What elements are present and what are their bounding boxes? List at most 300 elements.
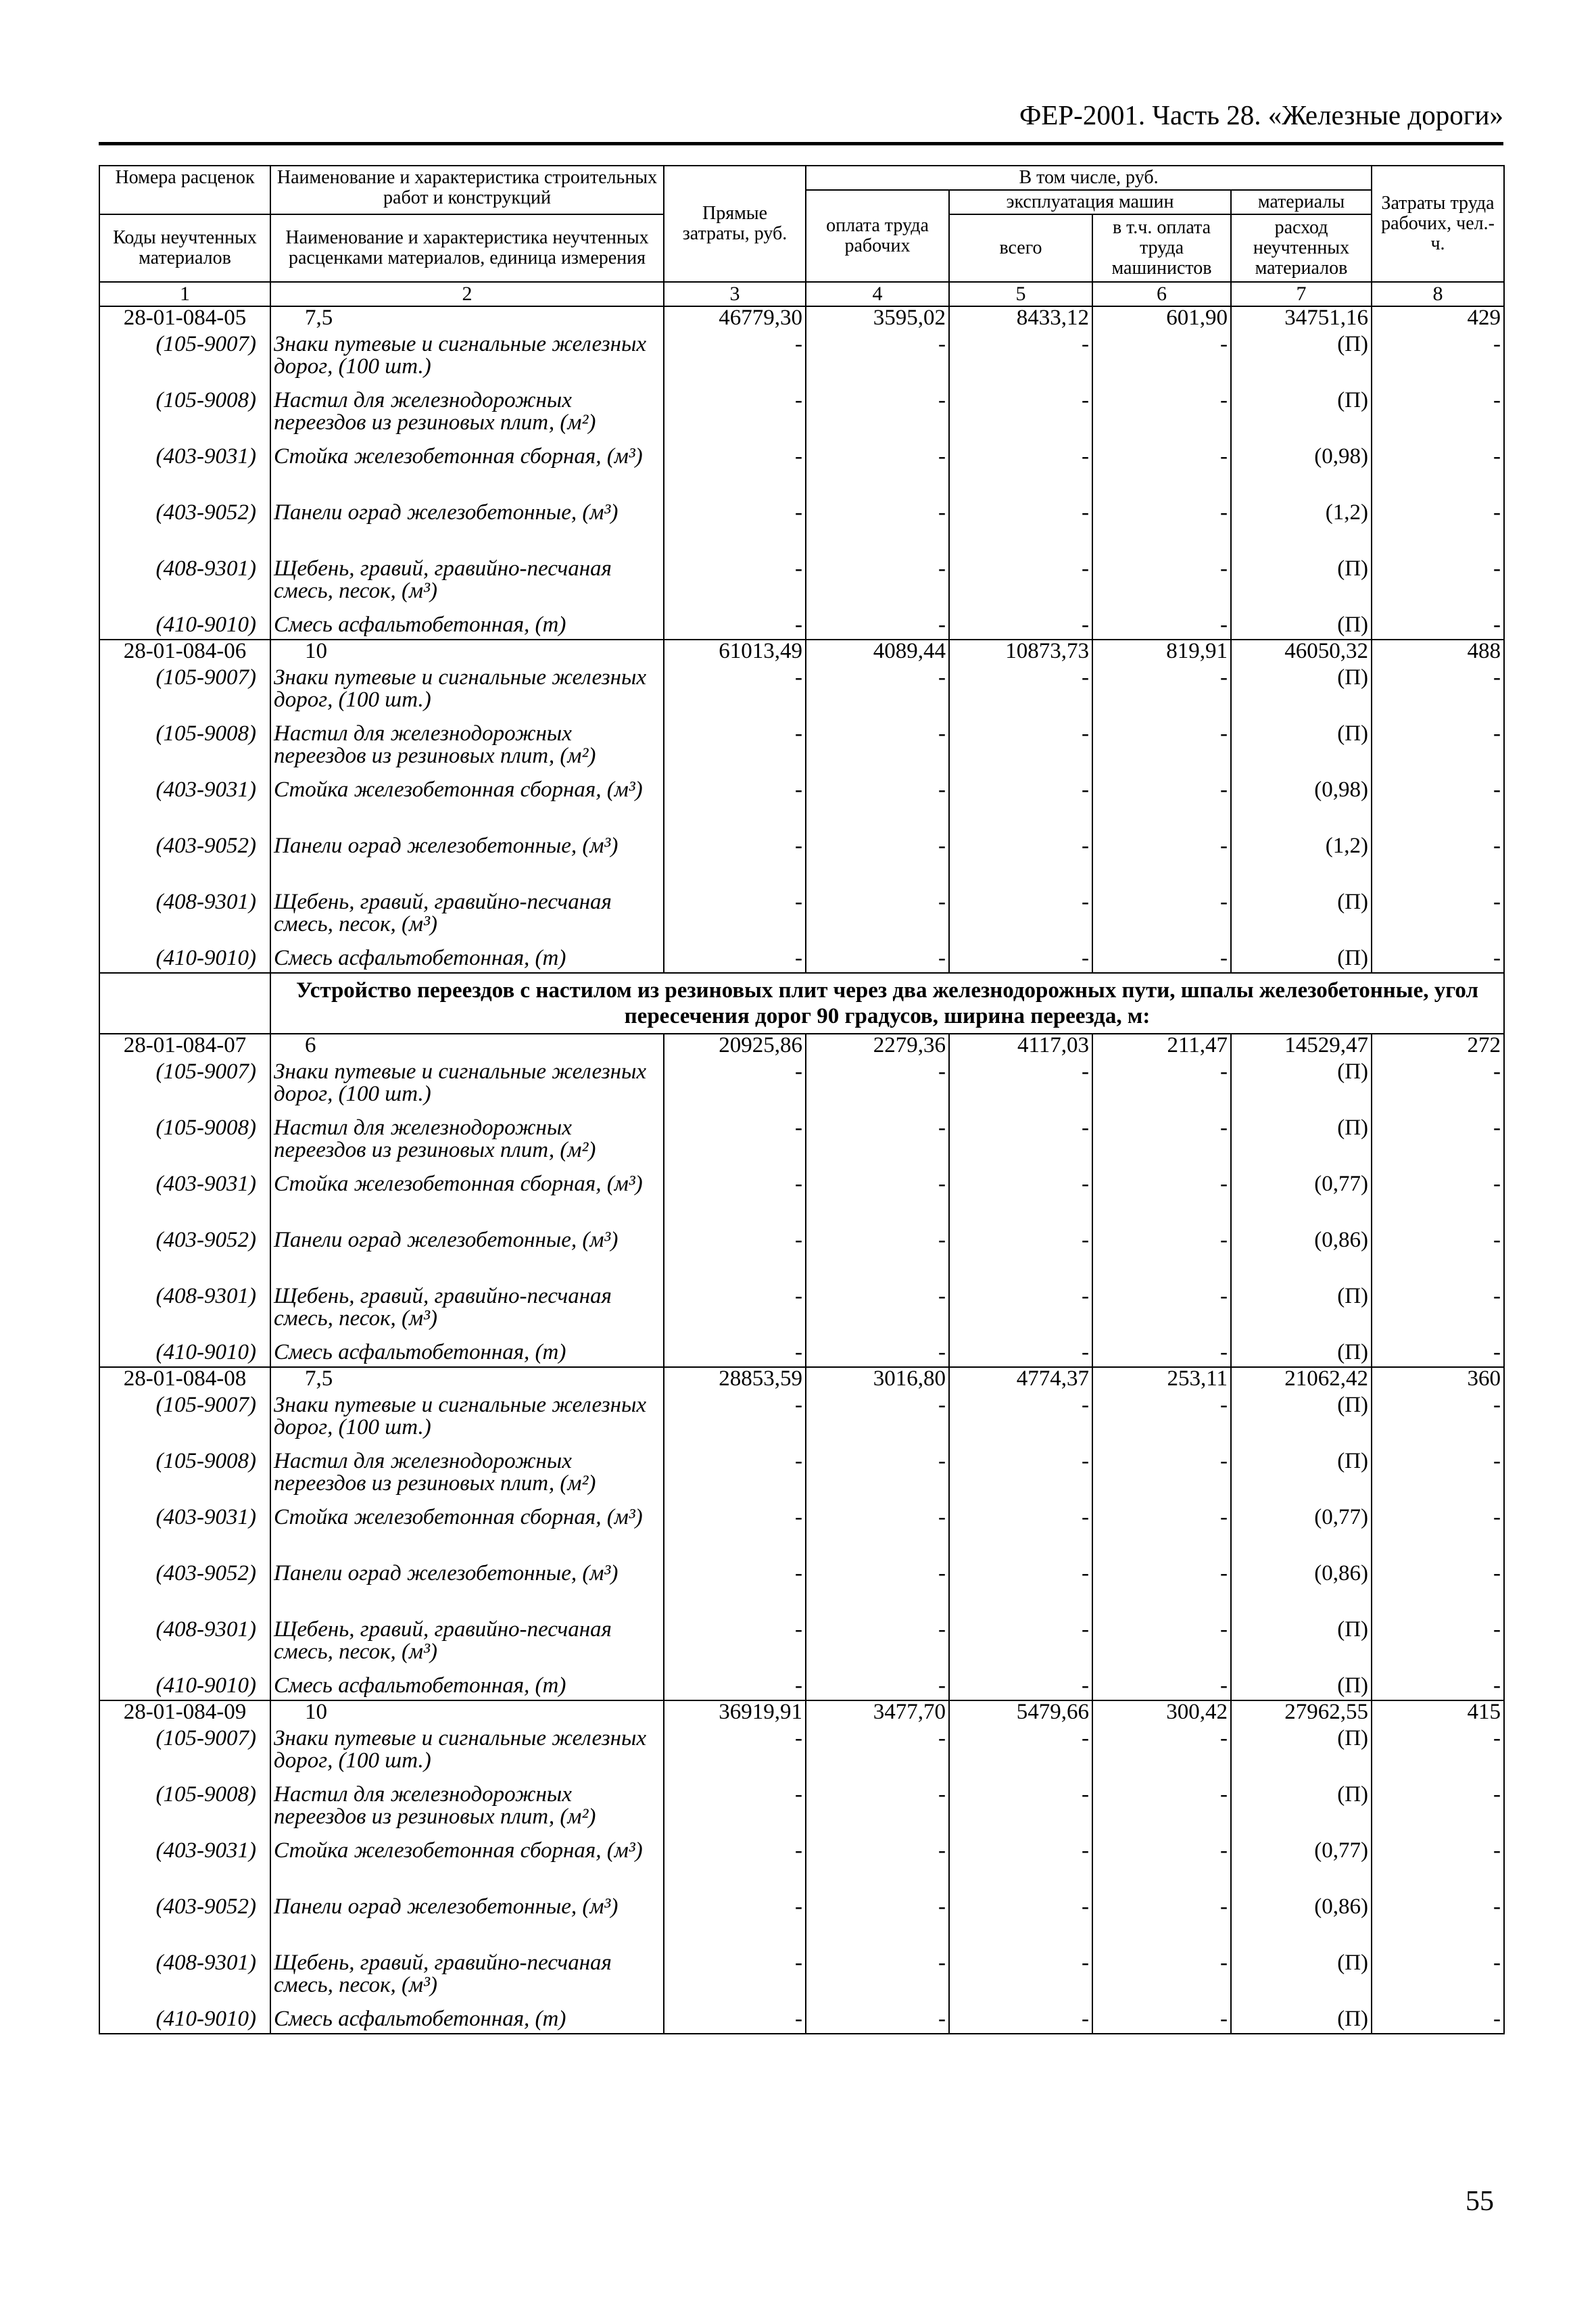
dash-cell: -: [1372, 502, 1504, 558]
material-consumption: (0,98): [1231, 779, 1372, 835]
material-consumption: (П): [1231, 1285, 1372, 1341]
dash-cell: -: [949, 1506, 1092, 1562]
dash-cell: -: [949, 1394, 1092, 1450]
material-name: Знаки путевые и сигнальные железных дорог, (100 шт.): [270, 1727, 664, 1784]
page-number: 55: [1466, 2186, 1494, 2217]
material-consumption: (0,98): [1231, 446, 1372, 502]
material-row: [99, 1394, 1504, 1450]
header-rate-no: Номера расценок: [99, 166, 270, 214]
rate-name: 10: [270, 1700, 664, 1727]
material-consumption: (П): [1231, 667, 1372, 723]
material-row: [99, 1506, 1504, 1562]
direct-costs: 20925,86: [664, 1034, 806, 1061]
dash-cell: -: [949, 667, 1092, 723]
material-name: Щебень, гравий, гравийно-песчаная смесь, песок, (м³): [270, 558, 664, 614]
dash-cell: -: [1092, 1173, 1231, 1229]
dash-cell: -: [1092, 835, 1231, 891]
material-code: (403-9031): [99, 1840, 270, 1896]
material-consumption: (П): [1231, 1784, 1372, 1840]
dash-cell: -: [1092, 1285, 1231, 1341]
dash-cell: -: [664, 1727, 806, 1784]
dash-cell: -: [949, 1952, 1092, 2008]
material-row: [99, 446, 1504, 502]
dash-cell: -: [806, 1341, 949, 1367]
dash-cell: -: [806, 614, 949, 640]
material-consumption: (П): [1231, 1061, 1372, 1117]
header-rule: [99, 142, 1503, 145]
material-code: (105-9008): [99, 389, 270, 446]
materials-cost: 46050,32: [1231, 640, 1372, 667]
material-consumption: (П): [1231, 1952, 1372, 2008]
material-name: Щебень, гравий, гравийно-песчаная смесь, песок, (м³): [270, 1952, 664, 2008]
material-consumption: (0,77): [1231, 1506, 1372, 1562]
labor-hours: 272: [1372, 1034, 1504, 1061]
dash-cell: -: [664, 446, 806, 502]
material-code: (408-9301): [99, 1285, 270, 1341]
dash-cell: -: [664, 835, 806, 891]
dash-cell: -: [1372, 446, 1504, 502]
dash-cell: -: [664, 947, 806, 973]
rate-name: 7,5: [270, 306, 664, 333]
dash-cell: -: [806, 1562, 949, 1619]
dash-cell: -: [1372, 779, 1504, 835]
rate-row: [99, 640, 1504, 667]
machine-total: 4774,37: [949, 1367, 1092, 1394]
dash-cell: -: [806, 947, 949, 973]
material-code: (403-9052): [99, 502, 270, 558]
materials-cost: 27962,55: [1231, 1700, 1372, 1727]
dash-cell: -: [949, 614, 1092, 640]
dash-cell: -: [806, 667, 949, 723]
dash-cell: -: [949, 1285, 1092, 1341]
material-row: [99, 1173, 1504, 1229]
dash-cell: -: [806, 1506, 949, 1562]
material-name: Стойка железобетонная сборная, (м³): [270, 1506, 664, 1562]
dash-cell: -: [1372, 723, 1504, 779]
material-code: (408-9301): [99, 558, 270, 614]
dash-cell: -: [1372, 614, 1504, 640]
material-row: [99, 1341, 1504, 1367]
material-name: Панели оград железобетонные, (м³): [270, 502, 664, 558]
dash-cell: -: [1372, 891, 1504, 947]
material-code: (403-9052): [99, 1229, 270, 1285]
material-name: Стойка железобетонная сборная, (м³): [270, 446, 664, 502]
material-code: (403-9052): [99, 835, 270, 891]
dash-cell: -: [1372, 1285, 1504, 1341]
operator-pay: 211,47: [1092, 1034, 1231, 1061]
direct-costs: 61013,49: [664, 640, 806, 667]
dash-cell: -: [1372, 1450, 1504, 1506]
material-code: (105-9007): [99, 1394, 270, 1450]
dash-cell: -: [1092, 1675, 1231, 1700]
table-body: [99, 306, 1504, 2034]
material-code: (408-9301): [99, 891, 270, 947]
dash-cell: -: [664, 1952, 806, 2008]
rate-code: 28-01-084-05: [99, 306, 270, 333]
dash-cell: -: [949, 1675, 1092, 1700]
dash-cell: -: [1092, 1952, 1231, 2008]
dash-cell: -: [806, 1450, 949, 1506]
material-name: Знаки путевые и сигнальные железных дорог, (100 шт.): [270, 1061, 664, 1117]
table-header: [99, 166, 1504, 306]
material-name: Смесь асфальтобетонная, (т): [270, 614, 664, 640]
dash-cell: -: [1092, 2008, 1231, 2034]
dash-cell: -: [806, 1173, 949, 1229]
dash-cell: -: [806, 446, 949, 502]
dash-cell: -: [806, 1285, 949, 1341]
col-number: 5: [949, 282, 1092, 306]
material-name: Настил для железнодорожных переездов из резиновых плит, (м²): [270, 1784, 664, 1840]
rate-row: [99, 1367, 1504, 1394]
material-consumption: (0,86): [1231, 1229, 1372, 1285]
material-consumption: (П): [1231, 558, 1372, 614]
dash-cell: -: [664, 723, 806, 779]
material-code: (403-9031): [99, 1506, 270, 1562]
operator-pay: 819,91: [1092, 640, 1231, 667]
material-consumption: (П): [1231, 1619, 1372, 1675]
dash-cell: -: [806, 835, 949, 891]
dash-cell: -: [949, 446, 1092, 502]
operator-pay: 601,90: [1092, 306, 1231, 333]
dash-cell: -: [1372, 1173, 1504, 1229]
material-name: Смесь асфальтобетонная, (т): [270, 1341, 664, 1367]
material-name: Панели оград железобетонные, (м³): [270, 1562, 664, 1619]
material-consumption: (П): [1231, 1394, 1372, 1450]
material-code: (105-9008): [99, 1450, 270, 1506]
material-row: [99, 1285, 1504, 1341]
material-row: [99, 1117, 1504, 1173]
dash-cell: -: [1372, 1341, 1504, 1367]
material-consumption: (П): [1231, 891, 1372, 947]
direct-costs: 36919,91: [664, 1700, 806, 1727]
dash-cell: -: [806, 723, 949, 779]
material-code: (410-9010): [99, 1341, 270, 1367]
material-row: [99, 835, 1504, 891]
dash-cell: -: [664, 1840, 806, 1896]
material-consumption: (0,86): [1231, 1562, 1372, 1619]
dash-cell: -: [949, 1450, 1092, 1506]
dash-cell: -: [949, 1173, 1092, 1229]
dash-cell: -: [806, 2008, 949, 2034]
col-number: 2: [270, 282, 664, 306]
rate-code: 28-01-084-09: [99, 1700, 270, 1727]
dash-cell: -: [806, 779, 949, 835]
dash-cell: -: [949, 558, 1092, 614]
dash-cell: -: [806, 1952, 949, 2008]
material-row: [99, 1061, 1504, 1117]
dash-cell: -: [949, 1229, 1092, 1285]
dash-cell: -: [1372, 1675, 1504, 1700]
dash-cell: -: [1092, 1896, 1231, 1952]
material-name: Стойка железобетонная сборная, (м³): [270, 1840, 664, 1896]
labor-hours: 415: [1372, 1700, 1504, 1727]
labor-pay: 3477,70: [806, 1700, 949, 1727]
col-number: 3: [664, 282, 806, 306]
material-row: [99, 723, 1504, 779]
material-code: (408-9301): [99, 1952, 270, 2008]
material-row: [99, 891, 1504, 947]
material-row: [99, 1229, 1504, 1285]
material-row: [99, 1727, 1504, 1784]
dash-cell: -: [1372, 1727, 1504, 1784]
direct-costs: 46779,30: [664, 306, 806, 333]
material-name: Смесь асфальтобетонная, (т): [270, 947, 664, 973]
labor-hours: 429: [1372, 306, 1504, 333]
material-consumption: (П): [1231, 1727, 1372, 1784]
dash-cell: -: [664, 1675, 806, 1700]
material-consumption: (П): [1231, 1341, 1372, 1367]
material-consumption: (П): [1231, 1450, 1372, 1506]
material-consumption: (П): [1231, 333, 1372, 389]
dash-cell: -: [806, 558, 949, 614]
dash-cell: -: [664, 779, 806, 835]
operator-pay: 300,42: [1092, 1700, 1231, 1727]
dash-cell: -: [664, 1619, 806, 1675]
dash-cell: -: [949, 1061, 1092, 1117]
rate-code: 28-01-084-07: [99, 1034, 270, 1061]
dash-cell: -: [806, 1229, 949, 1285]
material-code: (403-9031): [99, 779, 270, 835]
material-row: [99, 1619, 1504, 1675]
labor-pay: 4089,44: [806, 640, 949, 667]
material-row: [99, 1952, 1504, 2008]
material-code: (105-9007): [99, 333, 270, 389]
header-work-name: Наименование и характеристика строительных работ и конструкций: [270, 166, 664, 214]
dash-cell: -: [1372, 389, 1504, 446]
material-row: [99, 614, 1504, 640]
material-name: Знаки путевые и сигнальные железных дорог, (100 шт.): [270, 667, 664, 723]
material-code: (403-9052): [99, 1562, 270, 1619]
col-number: 6: [1092, 282, 1231, 306]
dash-cell: -: [949, 2008, 1092, 2034]
material-row: [99, 2008, 1504, 2034]
dash-cell: -: [664, 1450, 806, 1506]
page-header: ФЕР-2001. Часть 28. «Железные дороги»: [1019, 99, 1503, 130]
material-row: [99, 1450, 1504, 1506]
dash-cell: -: [664, 1117, 806, 1173]
dash-cell: -: [1092, 333, 1231, 389]
dash-cell: -: [1372, 1229, 1504, 1285]
dash-cell: -: [949, 1896, 1092, 1952]
materials-cost: 21062,42: [1231, 1367, 1372, 1394]
material-name: Панели оград железобетонные, (м³): [270, 835, 664, 891]
material-row: [99, 1896, 1504, 1952]
dash-cell: -: [664, 1394, 806, 1450]
material-code: (410-9010): [99, 2008, 270, 2034]
rate-row: [99, 306, 1504, 333]
material-name: Стойка железобетонная сборная, (м³): [270, 779, 664, 835]
material-name: Настил для железнодорожных переездов из резиновых плит, (м²): [270, 723, 664, 779]
header-unaccounted-codes: Коды неучтенных материалов: [99, 214, 270, 282]
labor-hours: 488: [1372, 640, 1504, 667]
dash-cell: -: [806, 1061, 949, 1117]
dash-cell: -: [1092, 1117, 1231, 1173]
material-name: Настил для железнодорожных переездов из резиновых плит, (м²): [270, 389, 664, 446]
material-consumption: (П): [1231, 614, 1372, 640]
dash-cell: -: [664, 614, 806, 640]
rate-row: [99, 1700, 1504, 1727]
dash-cell: -: [806, 333, 949, 389]
material-consumption: (П): [1231, 1675, 1372, 1700]
dash-cell: -: [664, 1341, 806, 1367]
material-code: (408-9301): [99, 1619, 270, 1675]
dash-cell: -: [949, 333, 1092, 389]
dash-cell: -: [949, 779, 1092, 835]
col-number: 8: [1372, 282, 1504, 306]
dash-cell: -: [949, 1562, 1092, 1619]
dash-cell: -: [806, 1675, 949, 1700]
material-name: Смесь асфальтобетонная, (т): [270, 2008, 664, 2034]
material-code: (403-9031): [99, 446, 270, 502]
dash-cell: -: [1372, 1117, 1504, 1173]
dash-cell: -: [1092, 1450, 1231, 1506]
material-consumption: (П): [1231, 389, 1372, 446]
dash-cell: -: [1092, 1341, 1231, 1367]
section-heading: Устройство переездов с настилом из резиновых плит через два железнодорожных пути, шпалы железобетонные, угол пересечения дорог 90 градусов, ширина переезда, м:: [270, 973, 1504, 1034]
rate-name: 7,5: [270, 1367, 664, 1394]
material-code: (410-9010): [99, 614, 270, 640]
operator-pay: 253,11: [1092, 1367, 1231, 1394]
header-direct-costs: Прямые затраты, руб.: [664, 166, 806, 282]
col-number: 4: [806, 282, 949, 306]
dash-cell: -: [664, 891, 806, 947]
dash-cell: -: [1092, 614, 1231, 640]
dash-cell: -: [949, 835, 1092, 891]
dash-cell: -: [1372, 558, 1504, 614]
dash-cell: -: [664, 667, 806, 723]
dash-cell: -: [1372, 1394, 1504, 1450]
dash-cell: -: [664, 1506, 806, 1562]
material-consumption: (П): [1231, 2008, 1372, 2034]
dash-cell: -: [1092, 1562, 1231, 1619]
dash-cell: -: [806, 1727, 949, 1784]
header-materials: материалы: [1231, 190, 1372, 214]
dash-cell: -: [664, 1896, 806, 1952]
header-material-name: Наименование и характеристика неучтенных расценками материалов, единица измерения: [270, 214, 664, 282]
header-machine-op: эксплуатация машин: [949, 190, 1231, 214]
material-row: [99, 1784, 1504, 1840]
dash-cell: -: [1372, 1784, 1504, 1840]
dash-cell: -: [806, 389, 949, 446]
dash-cell: -: [1092, 446, 1231, 502]
material-code: (105-9007): [99, 667, 270, 723]
material-consumption: (П): [1231, 1117, 1372, 1173]
column-numbers-row: [99, 282, 1504, 306]
machine-total: 8433,12: [949, 306, 1092, 333]
dash-cell: -: [1372, 2008, 1504, 2034]
material-code: (410-9010): [99, 1675, 270, 1700]
dash-cell: -: [806, 1896, 949, 1952]
dash-cell: -: [1372, 667, 1504, 723]
material-code: (105-9007): [99, 1061, 270, 1117]
rate-code: 28-01-084-08: [99, 1367, 270, 1394]
material-name: Знаки путевые и сигнальные железных дорог, (100 шт.): [270, 1394, 664, 1450]
material-name: Панели оград железобетонные, (м³): [270, 1229, 664, 1285]
header-operator-pay: в т.ч. оплата труда машинистов: [1092, 214, 1231, 282]
material-row: [99, 333, 1504, 389]
material-code: (105-9008): [99, 1784, 270, 1840]
dash-cell: -: [949, 723, 1092, 779]
dash-cell: -: [949, 1341, 1092, 1367]
dash-cell: -: [806, 1394, 949, 1450]
rate-name: 6: [270, 1034, 664, 1061]
material-code: (105-9007): [99, 1727, 270, 1784]
machine-total: 10873,73: [949, 640, 1092, 667]
labor-hours: 360: [1372, 1367, 1504, 1394]
header-including: В том числе, руб.: [806, 166, 1372, 190]
dash-cell: -: [1092, 558, 1231, 614]
dash-cell: -: [949, 1784, 1092, 1840]
dash-cell: -: [1092, 1727, 1231, 1784]
rate-name: 10: [270, 640, 664, 667]
dash-cell: -: [664, 1562, 806, 1619]
dash-cell: -: [1092, 1840, 1231, 1896]
material-name: Настил для железнодорожных переездов из резиновых плит, (м²): [270, 1117, 664, 1173]
dash-cell: -: [1372, 1952, 1504, 2008]
material-row: [99, 947, 1504, 973]
rates-table: [99, 165, 1505, 2034]
labor-pay: 3016,80: [806, 1367, 949, 1394]
dash-cell: -: [949, 891, 1092, 947]
dash-cell: -: [949, 1727, 1092, 1784]
material-consumption: (П): [1231, 723, 1372, 779]
direct-costs: 28853,59: [664, 1367, 806, 1394]
material-consumption: (0,86): [1231, 1896, 1372, 1952]
dash-cell: -: [1092, 723, 1231, 779]
dash-cell: -: [1092, 1229, 1231, 1285]
dash-cell: -: [664, 333, 806, 389]
dash-cell: -: [949, 947, 1092, 973]
header-labor-costs: Затраты труда рабочих, чел.-ч.: [1372, 166, 1504, 282]
material-row: [99, 502, 1504, 558]
material-name: Щебень, гравий, гравийно-песчаная смесь, песок, (м³): [270, 891, 664, 947]
material-code: (403-9031): [99, 1173, 270, 1229]
header-labor-pay: оплата труда рабочих: [806, 190, 949, 282]
dash-cell: -: [806, 1117, 949, 1173]
dash-cell: -: [949, 1117, 1092, 1173]
dash-cell: -: [664, 558, 806, 614]
dash-cell: -: [1372, 1562, 1504, 1619]
header-machine-total: всего: [949, 214, 1092, 282]
material-name: Настил для железнодорожных переездов из резиновых плит, (м²): [270, 1450, 664, 1506]
material-row: [99, 667, 1504, 723]
dash-cell: -: [1092, 947, 1231, 973]
dash-cell: -: [806, 502, 949, 558]
dash-cell: -: [806, 1619, 949, 1675]
labor-pay: 3595,02: [806, 306, 949, 333]
dash-cell: -: [1092, 502, 1231, 558]
dash-cell: -: [664, 502, 806, 558]
machine-total: 4117,03: [949, 1034, 1092, 1061]
material-row: [99, 1562, 1504, 1619]
material-name: Стойка железобетонная сборная, (м³): [270, 1173, 664, 1229]
section-heading-row: [99, 973, 1504, 1034]
material-row: [99, 1675, 1504, 1700]
material-consumption: (П): [1231, 947, 1372, 973]
material-consumption: (0,77): [1231, 1840, 1372, 1896]
dash-cell: -: [1092, 1506, 1231, 1562]
material-code: (403-9052): [99, 1896, 270, 1952]
dash-cell: -: [664, 2008, 806, 2034]
dash-cell: -: [806, 1784, 949, 1840]
materials-cost: 14529,47: [1231, 1034, 1372, 1061]
dash-cell: -: [949, 502, 1092, 558]
material-row: [99, 558, 1504, 614]
dash-cell: -: [1092, 667, 1231, 723]
materials-cost: 34751,16: [1231, 306, 1372, 333]
material-row: [99, 1840, 1504, 1896]
dash-cell: -: [806, 891, 949, 947]
